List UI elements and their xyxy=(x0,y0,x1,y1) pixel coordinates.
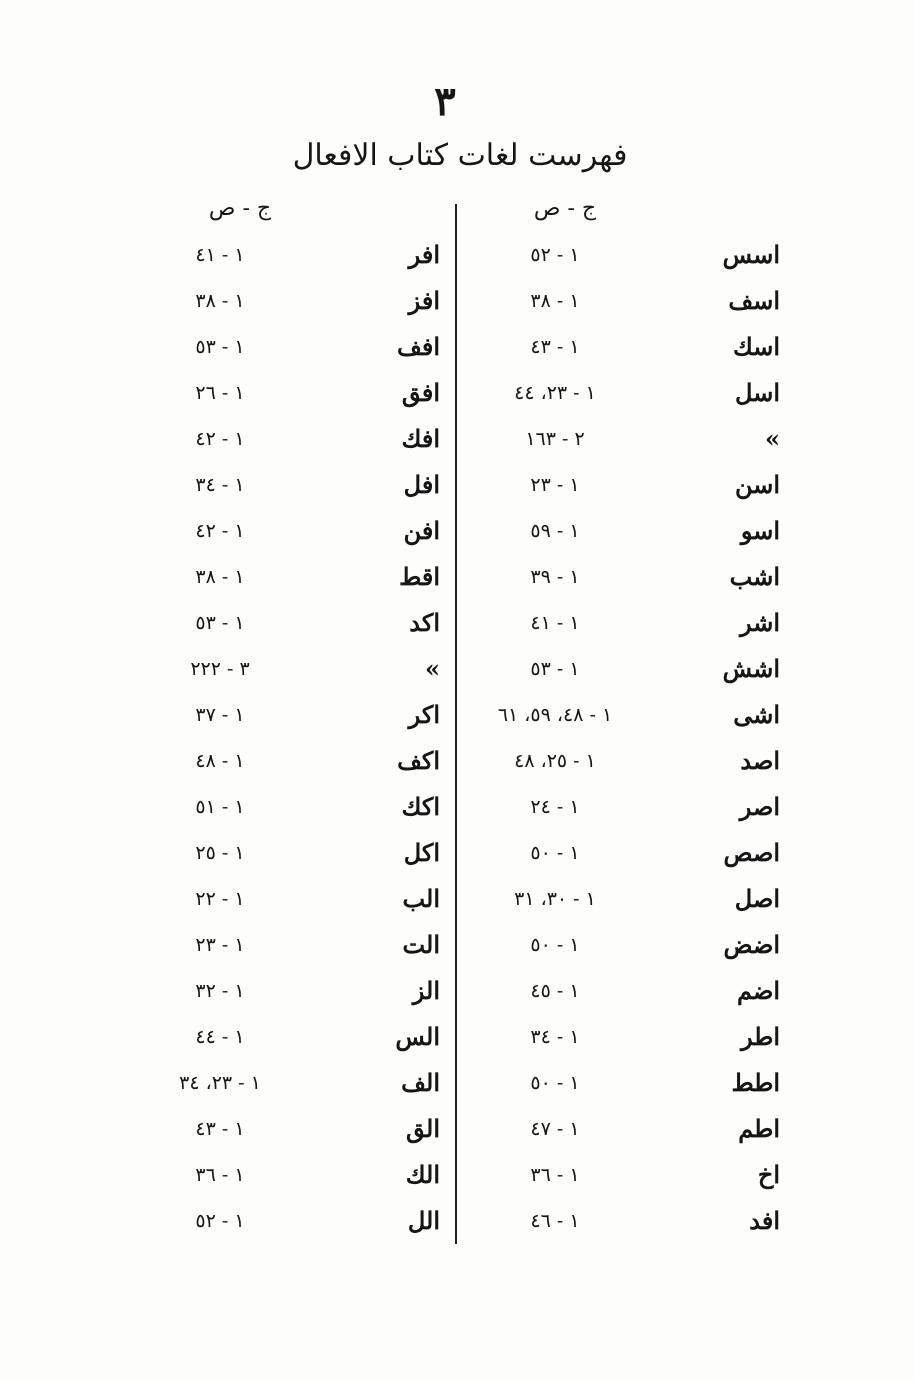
index-row xyxy=(0,738,915,784)
right-entry-ref: ١ - ٢٣، ٤٤ xyxy=(514,382,596,404)
right-entry-word: اطط xyxy=(731,1068,780,1097)
left-entry-ref: ١ - ٤١ xyxy=(195,244,245,266)
left-entry-word: اكك xyxy=(401,792,440,821)
left-entry-ref: ١ - ٤٣ xyxy=(195,1118,245,1140)
left-entry-ref: ١ - ٥٣ xyxy=(195,612,245,634)
left-entry-word: افق xyxy=(401,378,440,407)
right-entry-word: اسف xyxy=(728,286,780,315)
left-entry-word: الك xyxy=(405,1160,440,1189)
left-entry-word: الق xyxy=(406,1114,440,1143)
left-entry-ref: ١ - ٤٨ xyxy=(195,750,245,772)
left-entry-word: اقط xyxy=(399,562,440,591)
right-entry-word: اشش xyxy=(722,654,780,683)
left-entry-ref: ١ - ٤٢ xyxy=(195,428,245,450)
left-entry-ref: ١ - ٢٦ xyxy=(195,382,245,404)
left-entry-word: » xyxy=(425,654,440,683)
right-entry-ref: ١ - ٥٠ xyxy=(530,842,580,864)
left-entry-word: افن xyxy=(403,516,440,545)
index-row xyxy=(0,1106,915,1152)
left-entry-word: الف xyxy=(401,1068,440,1097)
right-entry-ref: ١ - ٤٧ xyxy=(530,1118,580,1140)
index-row xyxy=(0,968,915,1014)
right-column-header: ج - ص xyxy=(533,196,597,221)
right-entry-ref: ١ - ٥٣ xyxy=(530,658,580,680)
index-row xyxy=(0,784,915,830)
page-number: ٣ xyxy=(434,78,456,125)
right-entry-word: اخ xyxy=(757,1160,780,1189)
right-entry-ref: ١ - ٤٨، ٥٩، ٦١ xyxy=(497,704,613,726)
right-entry-ref: ١ - ٣٦ xyxy=(530,1164,580,1186)
index-row xyxy=(0,600,915,646)
left-entry-word: اكل xyxy=(403,838,440,867)
index-row xyxy=(0,1014,915,1060)
right-entry-word: افد xyxy=(749,1206,780,1235)
index-row xyxy=(0,692,915,738)
left-entry-ref: ٣ - ٢٢٢ xyxy=(190,658,250,680)
right-entry-word: اشر xyxy=(739,608,780,637)
right-entry-word: اصر xyxy=(739,792,780,821)
index-row xyxy=(0,1152,915,1198)
left-entry-ref: ١ - ٥٣ xyxy=(195,336,245,358)
left-entry-ref: ١ - ٥٢ xyxy=(195,1210,245,1232)
left-entry-word: اكف xyxy=(397,746,440,775)
right-entry-ref: ١ - ٢٤ xyxy=(530,796,580,818)
index-row xyxy=(0,554,915,600)
index-row xyxy=(0,232,915,278)
left-entry-ref: ١ - ٥١ xyxy=(195,796,245,818)
right-entry-word: اصل xyxy=(734,884,780,913)
right-entry-word: اضض xyxy=(723,930,780,959)
left-entry-word: الت xyxy=(402,930,440,959)
left-entry-word: الز xyxy=(412,976,440,1005)
index-row xyxy=(0,830,915,876)
right-entry-ref: ١ - ٣٩ xyxy=(530,566,580,588)
left-entry-ref: ١ - ٣٨ xyxy=(195,566,245,588)
left-column-header: ج - ص xyxy=(208,196,272,221)
right-entry-ref: ١ - ٤٣ xyxy=(530,336,580,358)
index-row xyxy=(0,1060,915,1106)
left-entry-ref: ١ - ٢٣، ٣٤ xyxy=(179,1072,261,1094)
right-entry-ref: ١ - ٤٦ xyxy=(530,1210,580,1232)
left-entry-ref: ١ - ٣٤ xyxy=(195,474,245,496)
left-entry-word: افز xyxy=(408,286,440,315)
left-entry-word: افك xyxy=(401,424,440,453)
right-entry-word: اصص xyxy=(723,838,780,867)
left-entry-word: اكر xyxy=(408,700,440,729)
left-entry-ref: ١ - ٣٨ xyxy=(195,290,245,312)
right-entry-word: اسك xyxy=(732,332,780,361)
left-entry-ref: ١ - ٢٥ xyxy=(195,842,245,864)
right-entry-ref: ١ - ٥٠ xyxy=(530,1072,580,1094)
index-row xyxy=(0,278,915,324)
index-table xyxy=(0,232,915,1244)
index-row xyxy=(0,462,915,508)
left-entry-ref: ١ - ٢٣ xyxy=(195,934,245,956)
right-entry-ref: ١ - ٣٤ xyxy=(530,1026,580,1048)
left-entry-word: افل xyxy=(403,470,440,499)
right-entry-word: اطم xyxy=(738,1114,780,1143)
index-row xyxy=(0,1198,915,1244)
index-row xyxy=(0,416,915,462)
right-entry-word: اسس xyxy=(722,240,780,269)
right-entry-ref: ١ - ٢٣ xyxy=(530,474,580,496)
right-entry-ref: ١ - ٤٥ xyxy=(530,980,580,1002)
right-entry-ref: ١ - ٥٢ xyxy=(530,244,580,266)
right-entry-word: اطر xyxy=(740,1022,780,1051)
right-entry-word: اسل xyxy=(735,378,780,407)
index-row xyxy=(0,876,915,922)
right-entry-word: اضم xyxy=(736,976,780,1005)
index-row xyxy=(0,508,915,554)
right-entry-ref: ١ - ٣٨ xyxy=(530,290,580,312)
right-entry-word: » xyxy=(765,424,780,453)
right-entry-word: اصد xyxy=(740,746,780,775)
right-entry-ref: ٢ - ١٦٣ xyxy=(525,428,585,450)
index-row xyxy=(0,646,915,692)
left-entry-word: الب xyxy=(402,884,440,913)
left-entry-ref: ١ - ٣٢ xyxy=(195,980,245,1002)
left-entry-word: اكد xyxy=(409,608,440,637)
left-entry-word: الل xyxy=(407,1206,440,1235)
left-entry-ref: ١ - ٣٧ xyxy=(195,704,245,726)
right-entry-ref: ١ - ٢٥، ٤٨ xyxy=(514,750,596,772)
right-entry-word: اشى xyxy=(733,700,780,729)
left-entry-ref: ١ - ٤٤ xyxy=(195,1026,245,1048)
left-entry-ref: ١ - ٢٢ xyxy=(195,888,245,910)
left-entry-word: افر xyxy=(408,240,440,269)
right-entry-ref: ١ - ٥٠ xyxy=(530,934,580,956)
left-entry-word: الس xyxy=(395,1022,440,1051)
index-row xyxy=(0,922,915,968)
left-entry-word: افف xyxy=(397,332,440,361)
index-row xyxy=(0,324,915,370)
left-entry-ref: ١ - ٤٢ xyxy=(195,520,245,542)
right-entry-word: اسو xyxy=(740,516,780,545)
page-title: فهرست لغات كتاب الافعال xyxy=(292,138,628,173)
right-entry-word: اشب xyxy=(729,562,780,591)
index-row xyxy=(0,370,915,416)
left-entry-ref: ١ - ٣٦ xyxy=(195,1164,245,1186)
right-entry-ref: ١ - ٤١ xyxy=(530,612,580,634)
right-entry-word: اسن xyxy=(734,470,780,499)
right-entry-ref: ١ - ٣٠، ٣١ xyxy=(514,888,596,910)
right-entry-ref: ١ - ٥٩ xyxy=(530,520,580,542)
